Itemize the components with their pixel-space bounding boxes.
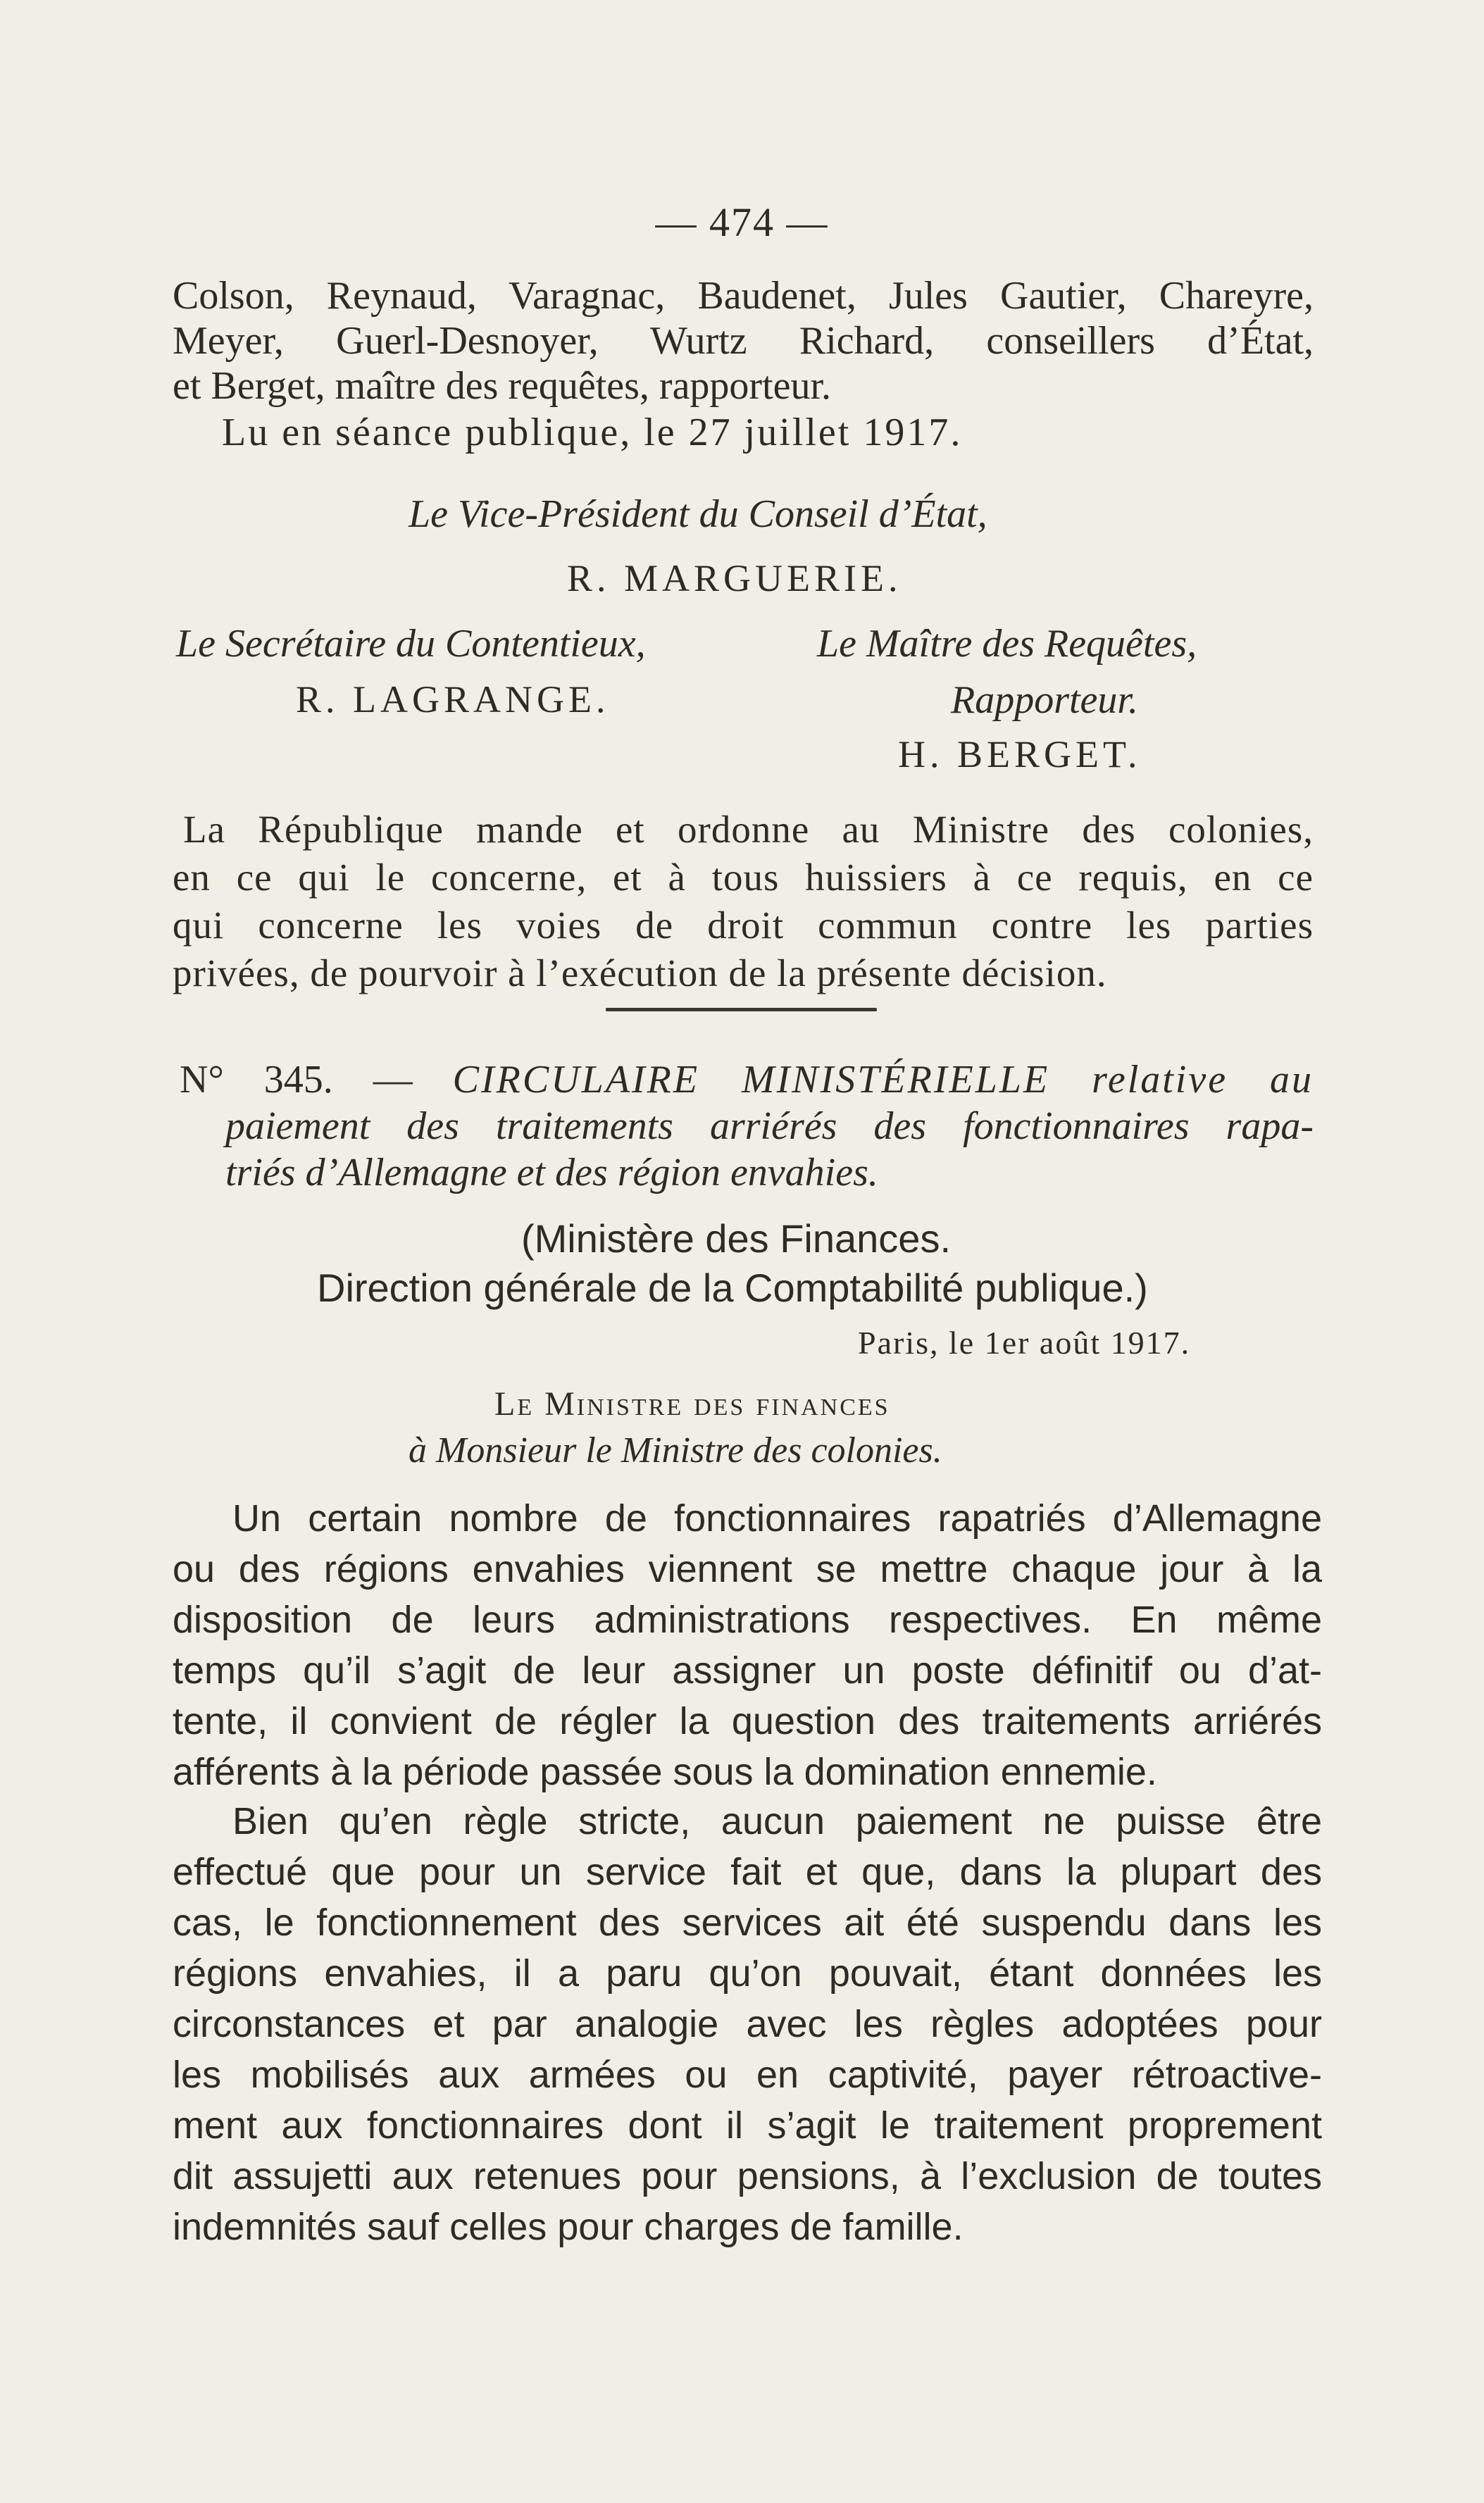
paragraph-2-line-9: indemnités sauf celles pour charges de famille. [173,2206,964,2248]
circular-heading [180,1056,1314,1196]
ministry-line-1: (Ministère des Finances. [521,1216,952,1261]
from-minister: Le Ministre des finances [494,1385,890,1423]
paragraph-1-line-2: ou des régions envahies viennent se mettre chaque jour à la [173,1548,1322,1590]
executory-line-3: qui concerne les voies de droit commun contre les parties [173,904,1314,947]
read-in-session: Lu en séance publique, le 27 juillet 1917. [222,411,963,454]
paragraph-2-line-2: effectué que pour un service fait et que, dans la plupart des [173,1851,1322,1893]
circular-title-line-3: triés d’Allemagne et des région envahies. [225,1151,878,1194]
members-line-3: et Berget, maître des requêtes, rapporteur. [173,364,832,408]
maitre-name: H. BERGET. [898,733,1142,775]
paragraph-2-line-3: cas, le fonctionnement des services ait été suspendu dans les [173,1902,1322,1944]
paragraph-2-line-7: ment aux fonctionnaires dont il s’agit le traitement proprement [173,2104,1322,2147]
paragraph-2-line-1: Bien qu’en règle stricte, aucun paiement ne puisse être [232,1800,1322,1842]
executory-line-4: privées, de pourvoir à l’exécution de la présente décision. [173,951,1107,994]
executory-line-1: La République mande et ordonne au Ministre des colonies, [183,808,1314,851]
circular-title-line-2: paiement des traitements arriérés des fonctionnaires rapa- [225,1104,1314,1148]
maitre-role: Rapporteur. [951,678,1138,722]
paragraph-2-line-6: les mobilisés aux armées ou en captivité, payer rétroactive- [173,2054,1322,2096]
body-paragraph-2 [173,1796,1322,2252]
section-divider [606,1008,877,1011]
circular-dash: — [373,1058,413,1101]
paragraph-1-line-1: Un certain nombre de fonctionnaires rapatriés d’Allemagne [232,1497,1322,1540]
paragraph-2-line-8: dit assujetti aux retenues pour pensions, à l’exclusion de toutes [173,2155,1322,2197]
paragraph-1-line-5: tente, il convient de régler la question des traitements arriérés [173,1700,1322,1742]
page-number: — 474 — [655,199,829,245]
place-date: Paris, le 1er août 1917. [858,1325,1191,1361]
vice-president-title: Le Vice-Président du Conseil d’État, [409,492,987,536]
secretary-name: R. LAGRANGE. [296,678,610,720]
paragraph-2-line-5: circonstances et par analogie avec les règles adoptées pour [173,2003,1322,2045]
ministry-line-2: Direction générale de la Comptabilité publique.) [317,1266,1148,1310]
secretary-title: Le Secrétaire du Contentieux, [176,622,646,666]
circular-heading-line-1 [180,1056,1314,1103]
circular-number: N° 345. [180,1058,333,1101]
circular-title-line-1: CIRCULAIRE MINISTÉRIELLE relative au [452,1058,1314,1101]
paragraph-1-line-6: afférents à la période passée sous la domination ennemie. [173,1751,1157,1793]
members-line-1: Colson, Reynaud, Varagnac, Baudenet, Jules Gautier, Chareyre, [173,274,1314,318]
members-line-2: Meyer, Guerl-Desnoyer, Wurtz Richard, conseillers d’État, [173,319,1314,363]
vice-president-name: R. MARGUERIE. [567,557,902,599]
paragraph-1-line-3: disposition de leurs administrations respectives. En même [173,1599,1322,1641]
executory-formula [173,806,1314,997]
paragraph-1-line-4: temps qu’il s’agit de leur assigner un poste définitif ou d’at- [173,1649,1322,1692]
to-minister: à Monsieur le Ministre des colonies. [409,1430,942,1471]
members-list [173,273,1314,408]
maitre-title: Le Maître des Requêtes, [817,622,1197,666]
paragraph-2-line-4: régions envahies, il a paru qu’on pouvait, étant données les [173,1952,1322,1995]
body-paragraph-1 [173,1493,1322,1797]
executory-line-2: en ce qui le concerne, et à tous huissiers à ce requis, en ce [173,856,1314,899]
